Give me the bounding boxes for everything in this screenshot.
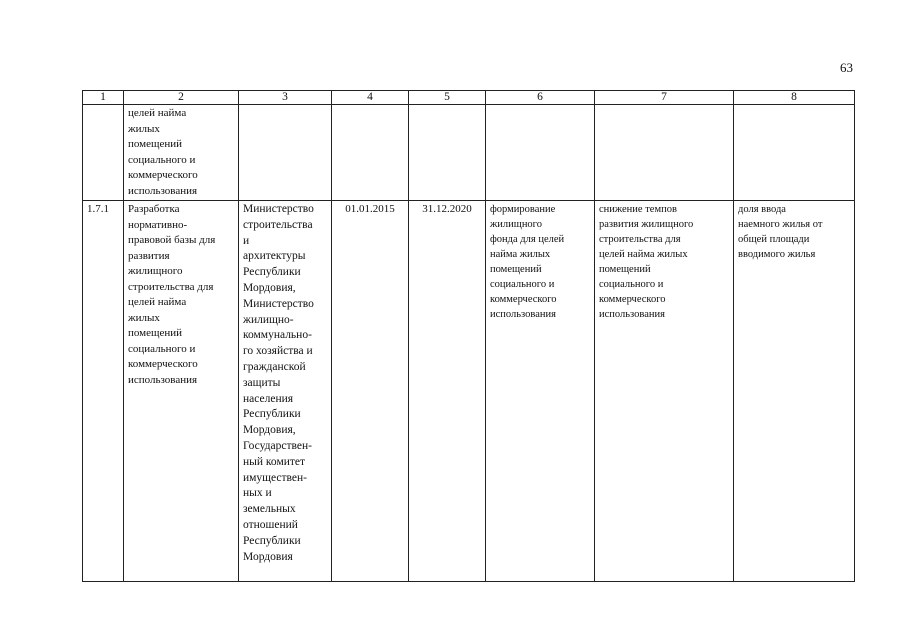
header-col-3: 3 xyxy=(239,91,332,105)
cell-start-date: 01.01.2015 xyxy=(332,201,409,582)
cell-executor: Министерство строительства и архитектуры Республики Мордовия, Министерство жилищно- коммунально- го хозяйства и гражданской защиты населения Республики Мордовия, Государствен- ный комитет имуществен- ных и земельных отношений Республики Мордовия xyxy=(239,201,332,582)
continuation-row xyxy=(83,105,855,201)
header-row xyxy=(83,91,855,105)
cell-result: формирование жилищного фонда для целей найма жилых помещений социального и коммерческого использования xyxy=(486,201,595,582)
header-col-7: 7 xyxy=(595,91,734,105)
header-col-5: 5 xyxy=(409,91,486,105)
cell-consequence: снижение темпов развития жилищного строительства для целей найма жилых помещений социального и коммерческого использования xyxy=(595,201,734,582)
cell-end-date: 31.12.2020 xyxy=(409,201,486,582)
cell-activity: Разработка нормативно- правовой базы для развития жилищного строительства для целей найма жилых помещений социального и коммерческого использования xyxy=(124,201,239,582)
cell-start xyxy=(332,105,409,201)
cell-executor xyxy=(239,105,332,201)
header-col-4: 4 xyxy=(332,91,409,105)
header-col-2: 2 xyxy=(124,91,239,105)
program-table xyxy=(82,90,855,582)
table-row xyxy=(83,201,855,582)
cell-activity-continued: целей найма жилых помещений социального и коммерческого использования xyxy=(124,105,239,201)
cell-result xyxy=(486,105,595,201)
header-col-6: 6 xyxy=(486,91,595,105)
cell-indicator xyxy=(734,105,855,201)
cell-consequence xyxy=(595,105,734,201)
cell-end xyxy=(409,105,486,201)
cell-num: 1.7.1 xyxy=(83,201,124,582)
header-col-1: 1 xyxy=(83,91,124,105)
cell-indicator: доля ввода наемного жилья от общей площади вводимого жилья xyxy=(734,201,855,582)
page-number: 63 xyxy=(840,60,853,75)
header-col-8: 8 xyxy=(734,91,855,105)
cell-num xyxy=(83,105,124,201)
